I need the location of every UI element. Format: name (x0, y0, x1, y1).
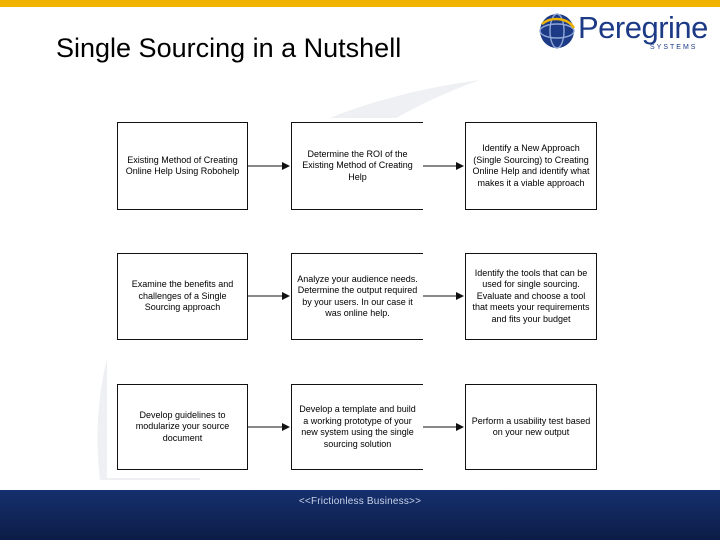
step-box-2 (291, 122, 423, 210)
logo-wordmark: Peregrine (578, 10, 708, 45)
step-box-7 (117, 384, 248, 470)
step-text-8: Develop a template and build a working prototype of your new system using the single sourcing solution (299, 404, 416, 449)
logo-subtext: SYSTEMS (650, 44, 698, 51)
step-text-4: Examine the benefits and challenges of a Single Sourcing approach (131, 279, 234, 313)
step-box-6 (465, 253, 597, 340)
step-text-6: Identify the tools that can be used for single sourcing. Evaluate and choose a tool that meets your requirements and fits your budget (472, 267, 590, 324)
step-text-5: Analyze your audience needs. Determine the output required by your users. In our case it was online help. (297, 273, 418, 318)
step-text-3: Identify a New Approach (Single Sourcing) to Creating Online Help and identify what makes it a viable approach (472, 143, 590, 188)
peregrine-globe-icon (538, 12, 576, 50)
step-box-5 (291, 253, 423, 340)
peregrine-logo (538, 10, 714, 56)
step-box-9 (465, 384, 597, 470)
step-box-4 (117, 253, 248, 340)
step-box-1 (117, 122, 248, 210)
footer-tagline: <<Frictionless Business>> (298, 496, 422, 507)
step-box-3 (465, 122, 597, 210)
step-box-8 (291, 384, 423, 470)
step-text-2: Determine the ROI of the Existing Method of Creating Help (302, 148, 413, 182)
step-text-7: Develop guidelines to modularize your source document (135, 409, 230, 443)
top-accent-bar (0, 0, 720, 7)
slide-title: Single Sourcing in a Nutshell (56, 33, 402, 63)
step-text-1: Existing Method of Creating Online Help Using Robohelp (125, 154, 240, 176)
step-text-9: Perform a usability test based on your new output (471, 415, 591, 437)
